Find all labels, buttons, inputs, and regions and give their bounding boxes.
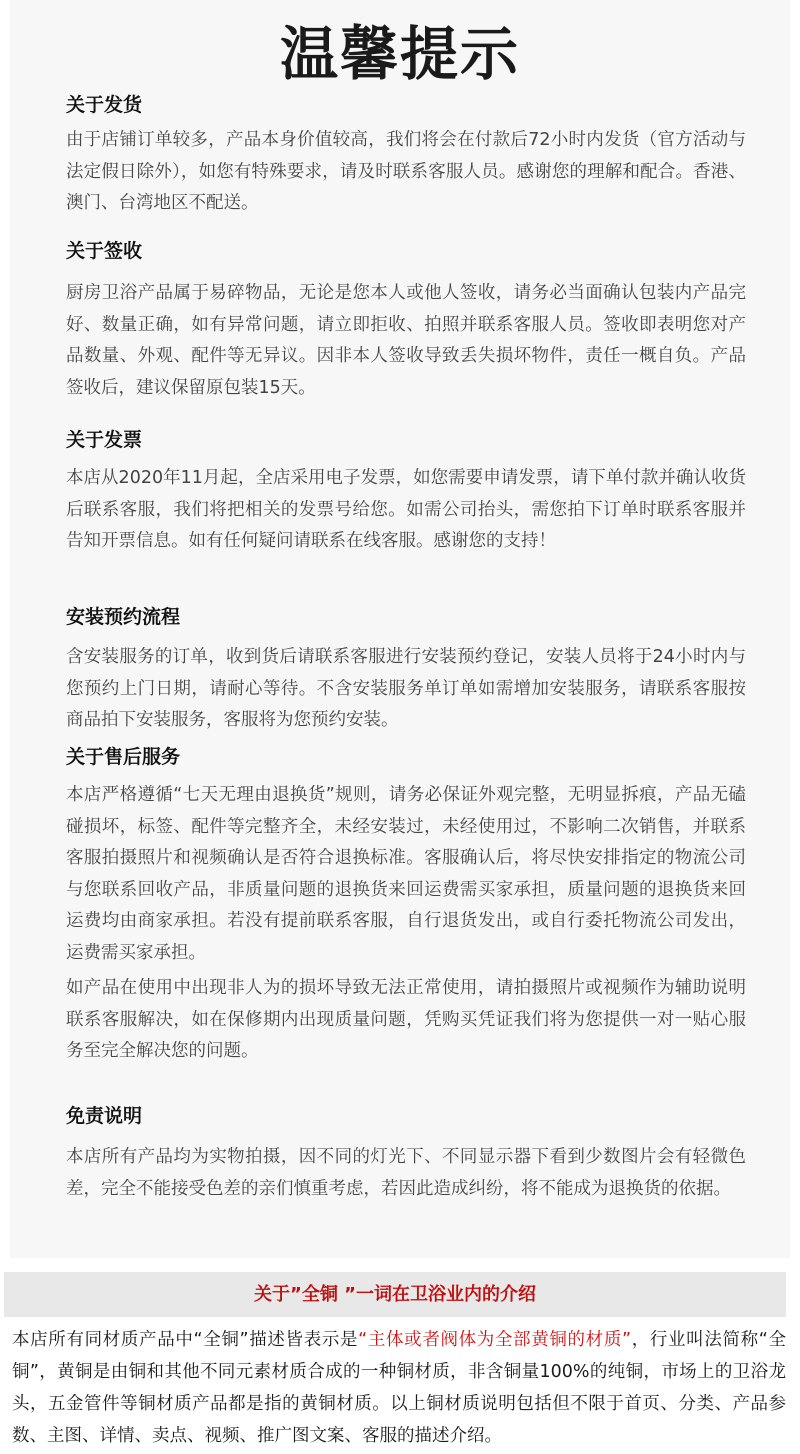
section-heading: 关于售后服务	[66, 746, 181, 768]
copper-notice-text	[12, 1324, 786, 1452]
section-paragraph: 如产品在使用中出现非人为的损坏导致无法正常使用，请拍摄照片或视频作为辅助说明联系客服解决，如在保修期内出现质量问题，凭购买凭证我们将为您提供一对一贴心服务至完全解决您的问题。	[66, 978, 746, 1061]
section-installation	[66, 604, 746, 737]
section-paragraph: 本店严格遵循“七天无理由退换货”规则，请务必保证外观完整，无明显拆痕，产品无磕碰损坏，标签、配件等完整齐全，未经安装过，未经使用过，不影响二次销售，并联系客服拍摄照片和视频确认是否符合退换标准。客服确认后，将尽快安排指定的物流公司与您联系回收产品，非质量问题的退换货来回运费需买家承担，质量问题的退换货来回运费均由商家承担。若没有提前联系客服，自行退货发出，或自行委托物流公司发出，运费需买家承担。	[66, 785, 746, 963]
section-invoice	[66, 427, 746, 558]
copper-notice-text-end: ，行业叫法简称“全铜”，黄铜是由铜和其他不同元素材质合成的一种铜材质，非含铜量100%的纯铜，市场上的卫浴龙头，五金管件等铜材质产品都是指的黄铜材质。以上铜材质说明包括但不限于首页、分类、产品参数、主图、详情、卖点、视频、推广图文案、客服的描述介绍。	[12, 1330, 786, 1446]
section-paragraph: 厨房卫浴产品属于易碎物品，无论是您本人或他人签收，请务必当面确认包装内产品完好、数量正确，如有异常问题，请立即拒收、拍照并联系客服人员。签收即表明您对产品数量、外观、配件等无异议。因非本人签收导致丢失损坏物件，责任一概自负。产品签收后，建议保留原包装15天。	[66, 283, 746, 398]
section-heading: 免责说明	[66, 1105, 143, 1127]
section-paragraph: 含安装服务的订单，收到货后请联系客服进行安装预约登记，安装人员将于24小时内与您预约上门日期，请耐心等待。不含安装服务单订单如需增加安装服务，请联系客服按商品拍下安装服务，客服将为您预约安装。	[66, 647, 746, 730]
copper-notice-banner: 关于”全铜 ”一词在卫浴业内的介绍	[4, 1272, 786, 1317]
section-paragraph: 本店从2020年11月起，全店采用电子发票，如您需要申请发票，请下单付款并确认收货后联系客服，我们将把相关的发票号给您。如需公司抬头，需您拍下订单时联系客服并告知开票信息。如有任何疑问请联系在线客服。感谢您的支持！	[66, 468, 746, 551]
section-heading: 关于发票	[66, 429, 143, 451]
page-title: 温馨提示	[279, 20, 520, 88]
section-paragraph: 由于店铺订单较多，产品本身价值较高，我们将会在付款后72小时内发货（官方活动与法定假日除外），如您有特殊要求，请及时联系客服人员。感谢您的理解和配合。香港、澳门、台湾地区不配送。	[66, 130, 746, 213]
section-disclaimer	[66, 1103, 746, 1205]
copper-notice-highlight: “主体或者阀体为全部黄铜的材质”	[358, 1330, 632, 1350]
copper-notice-text-start: 本店所有同材质产品中“全铜”描述皆表示是	[12, 1330, 359, 1350]
section-paragraph: 本店所有产品均为实物拍摄，因不同的灯光下、不同显示器下看到少数图片会有轻微色差，完全不能接受色差的亲们慎重考虑，若因此造成纠纷，将不能成为退换货的依据。	[66, 1147, 746, 1199]
section-heading: 安装预约流程	[66, 606, 181, 628]
section-receipt	[66, 238, 746, 404]
section-after-sales	[66, 744, 746, 1068]
section-heading: 关于发货	[66, 94, 143, 116]
section-shipping	[66, 92, 746, 220]
section-heading: 关于签收	[66, 240, 143, 262]
